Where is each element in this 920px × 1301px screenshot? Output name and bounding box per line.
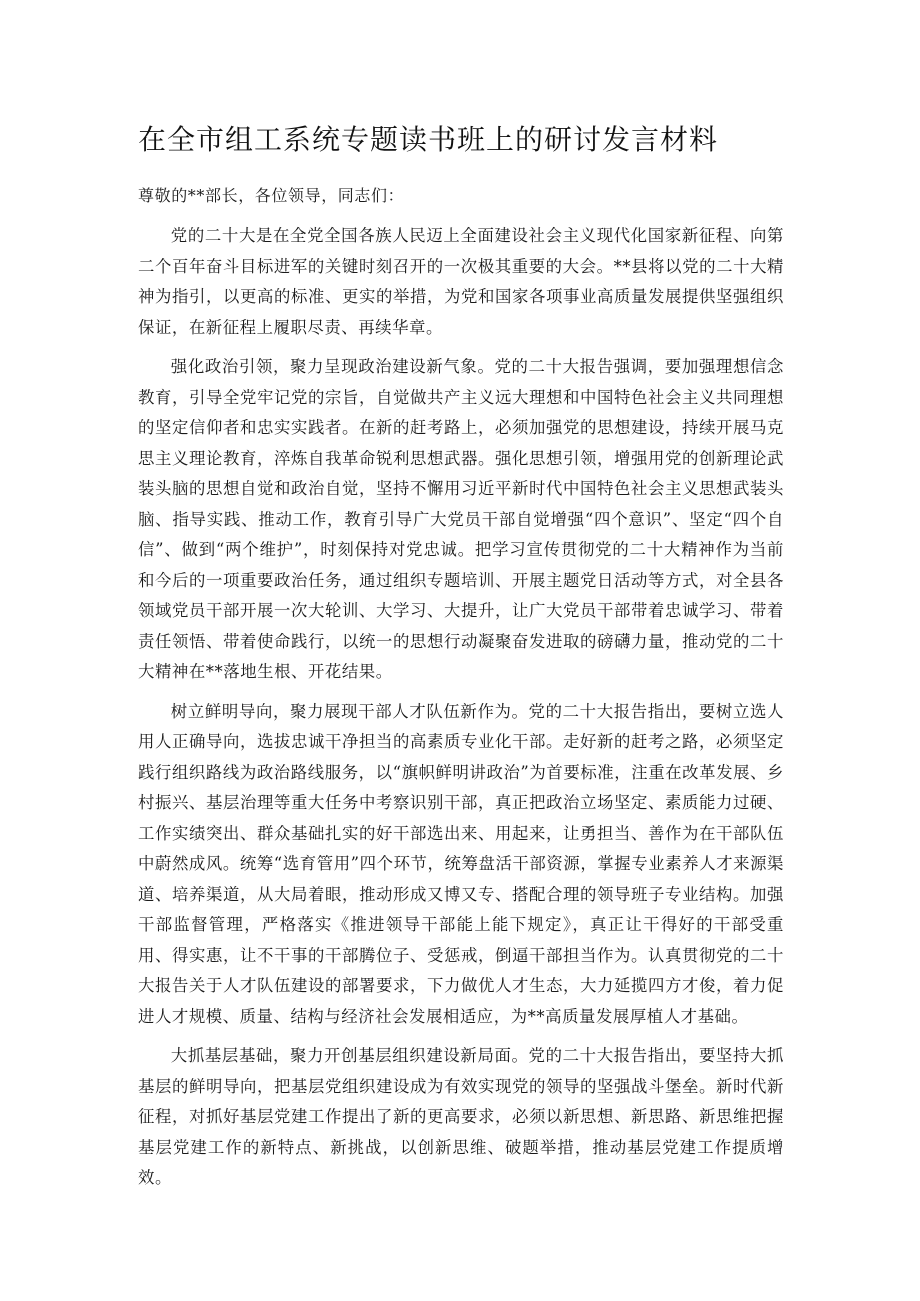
paragraph-intro: 党的二十大是在全党全国各族人民迈上全面建设社会主义现代化国家新征程、向第二个百年奋斗目标进军的关键时刻召开的一次极其重要的大会。**县将以党的二十大精神为指引，以更高的标准、更实的举措，为党和国家各项事业高质量发展提供坚强组织保证，在新征程上履职尽责、再续华章。 — [138, 226, 784, 337]
salutation: 尊敬的**部长，各位领导，同志们： — [138, 186, 405, 205]
document-body — [138, 181, 784, 1203]
document-title: 在全市组工系统专题读书班上的研讨发言材料 — [138, 123, 719, 156]
paragraph-cadre-talent: 树立鲜明导向，聚力展现干部人才队伍新作为。党的二十大报告指出，要树立选人用人正确导向，选拔忠诚干净担当的高素质专业化干部。走好新的赶考之路，必须坚定践行组织路线为政治路线服务，以“旗帜鲜明讲政治”为首要标准，注重在改革发展、乡村振兴、基层治理等重大任务中考察识别干部，真正把政治立场坚定、素质能力过硬、工作实绩突出、群众基础扎实的好干部选出来、用起来，让勇担当、善作为在干部队伍中蔚然成风。统筹“选育管用”四个环节，统筹盘活干部资源，掌握专业素养人才来源渠道、培养渠道，从大局着眼，推动形成又博又专、搭配合理的领导班子专业结构。加强干部监督管理，严格落实《推进领导干部能上能下规定》，真正让干得好的干部受重用、得实惠，让不干事的干部腾位子、受惩戒，倒逼干部担当作为。认真贯彻党的二十大报告关于人才队伍建设的部署要求，下力做优人才生态，大力延揽四方才俊，着力促进人才规模、质量、结构与经济社会发展相适应，为**高质量发展厚植人才基础。 — [138, 701, 784, 1026]
paragraph-grassroots: 大抓基层基础，聚力开创基层组织建设新局面。党的二十大报告指出，要坚持大抓基层的鲜明导向，把基层党组织建设成为有效实现党的领导的坚强战斗堡垒。新时代新征程，对抓好基层党建工作提出了新的更高要求，必须以新思想、新思路、新思维把握基层党建工作的新特点、新挑战，以创新思维、破题举措，推动基层党建工作提质增效。 — [138, 1046, 784, 1187]
paragraph-political-leadership: 强化政治引领，聚力呈现政治建设新气象。党的二十大报告强调，要加强理想信念教育，引导全党牢记党的宗旨，自觉做共产主义远大理想和中国特色社会主义共同理想的坚定信仰者和忠实实践者。在新的赶考路上，必须加强党的思想建设，持续开展马克思主义理论教育，淬炼自我革命锐利思想武器。强化思想引领，增强用党的创新理论武装头脑的思想自觉和政治自觉，坚持不懈用习近平新时代中国特色社会主义思想武装头脑、指导实践、推动工作，教育引导广大党员干部自觉增强“四个意识”、坚定“四个自信”、做到“两个维护”，时刻保持对党忠诚。把学习宣传贯彻党的二十大精神作为当前和今后的一项重要政治任务，通过组织专题培训、开展主题党日活动等方式，对全县各领域党员干部开展一次大轮训、大学习、大提升，让广大党员干部带着忠诚学习、带着责任领悟、带着使命践行，以统一的思想行动凝聚奋发进取的磅礴力量，推动党的二十大精神在**落地生根、开花结果。 — [138, 357, 784, 681]
